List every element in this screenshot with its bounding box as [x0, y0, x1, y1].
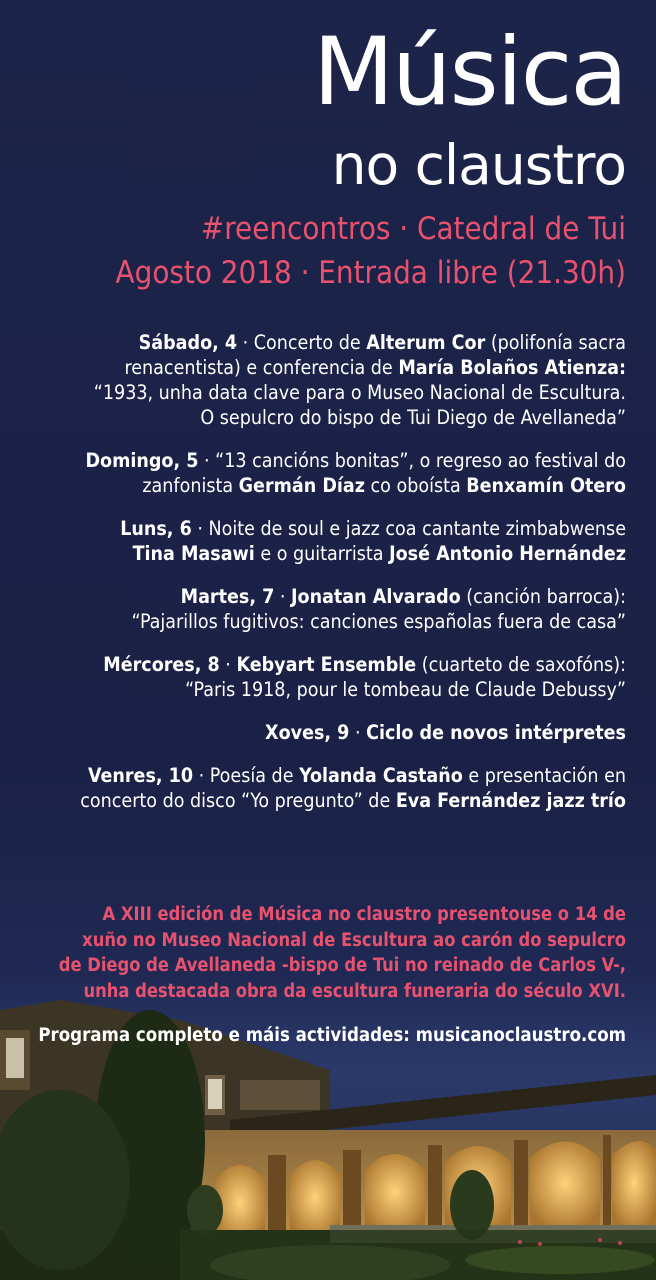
event-highlight: Alterum Cor: [366, 331, 486, 354]
event-highlight: Tina Masawi: [132, 542, 255, 565]
event-text: O sepulcro do bispo de Tui Diego de Avellaneda”: [200, 406, 626, 429]
notice-line: unha destacada obra da escultura funeraria do século XVI.: [83, 980, 626, 1002]
event-highlight: Domingo, 5: [85, 449, 199, 472]
event-highlight: Martes, 7: [180, 585, 275, 608]
event-text: “Paris 1918, pour le tombeau de Claude Debussy”: [185, 678, 626, 701]
event-text: · Poesía de: [193, 764, 300, 787]
event-highlight: Eva Fernández jazz trío: [395, 789, 626, 812]
event-text: concerto do disco “Yo pregunto” de: [80, 789, 396, 812]
event-line: [26, 473, 626, 498]
event-line: [26, 516, 626, 541]
event-line: [26, 609, 626, 634]
event-highlight: José Antonio Hernández: [389, 542, 626, 565]
event-list: [26, 330, 626, 831]
event-text: “1933, unha data clave para o Museo Nacional de Escultura.: [93, 381, 626, 404]
event-monday: [26, 516, 626, 566]
event-thursday: [26, 720, 626, 745]
edition-notice: [16, 902, 626, 1004]
event-highlight: Mércores, 8: [103, 653, 220, 676]
notice-line: de Diego de Avellaneda -bispo de Tui no reinado de Carlos V-,: [58, 955, 626, 976]
event-text: ·: [219, 653, 237, 676]
event-line: [26, 330, 626, 355]
event-tuesday: [26, 584, 626, 634]
event-text: · Noite de soul e jazz coa cantante zimbabwense: [191, 517, 626, 540]
event-line: [26, 788, 626, 813]
subtitle-line-1: #reencontros · Catedral de Tui: [200, 211, 626, 247]
event-line: [26, 720, 626, 745]
event-text: (canción barroca):: [460, 585, 626, 608]
event-text: (polifonía sacra: [485, 331, 626, 354]
event-highlight: Kebyart Ensemble: [236, 653, 417, 676]
title-line-1: Música: [312, 18, 626, 127]
event-sunday: [26, 448, 626, 498]
event-highlight: Luns, 6: [120, 517, 192, 540]
notice-line: A XIII edición de Música no claustro presentouse o 14 de: [102, 904, 626, 925]
event-highlight: Ciclo de novos intérpretes: [366, 721, 626, 744]
event-highlight: Sábado, 4: [138, 331, 238, 354]
subtitle-line-2: Agosto 2018 · Entrada libre (21.30h): [115, 255, 626, 291]
event-line: [26, 677, 626, 702]
event-highlight: María Bolaños Atienza:: [398, 356, 626, 379]
event-line: [26, 541, 626, 566]
event-wednesday: [26, 652, 626, 702]
event-text: renacentista) e conferencia de: [124, 356, 399, 379]
title-line-2: no claustro: [331, 133, 626, 197]
event-text: e presentación en: [462, 764, 626, 787]
event-text: (cuarteto de saxofóns):: [416, 653, 626, 676]
event-text: · Concerto de: [237, 331, 367, 354]
event-line: [26, 405, 626, 430]
event-line: [26, 763, 626, 788]
event-highlight: Germán Díaz: [238, 474, 365, 497]
event-text: · “13 cancións bonitas”, o regreso ao festival do: [198, 449, 626, 472]
notice-line: xuño no Museo Nacional de Escultura ao carón do sepulcro: [82, 929, 626, 951]
event-text: ·: [349, 721, 367, 744]
event-friday: [26, 763, 626, 813]
event-saturday: [26, 330, 626, 430]
event-text: ·: [274, 585, 292, 608]
event-text: “Pajarillos fugitivos: canciones españolas fuera de casa”: [131, 610, 626, 633]
event-text: e o guitarrista: [254, 542, 390, 565]
event-highlight: Jonatan Alvarado: [291, 585, 461, 608]
event-highlight: Xoves, 9: [265, 721, 350, 744]
event-text: zanfonista: [142, 474, 239, 497]
event-line: [26, 355, 626, 380]
event-highlight: Yolanda Castaño: [299, 764, 463, 787]
program-link-line: Programa completo e máis actividades: musicanoclaustro.com: [38, 1025, 626, 1046]
event-text: co oboísta: [364, 474, 467, 497]
event-line: [26, 380, 626, 405]
event-line: [26, 652, 626, 677]
event-highlight: Benxamín Otero: [466, 474, 626, 497]
event-highlight: Venres, 10: [88, 764, 194, 787]
event-line: [26, 584, 626, 609]
event-line: [26, 448, 626, 473]
